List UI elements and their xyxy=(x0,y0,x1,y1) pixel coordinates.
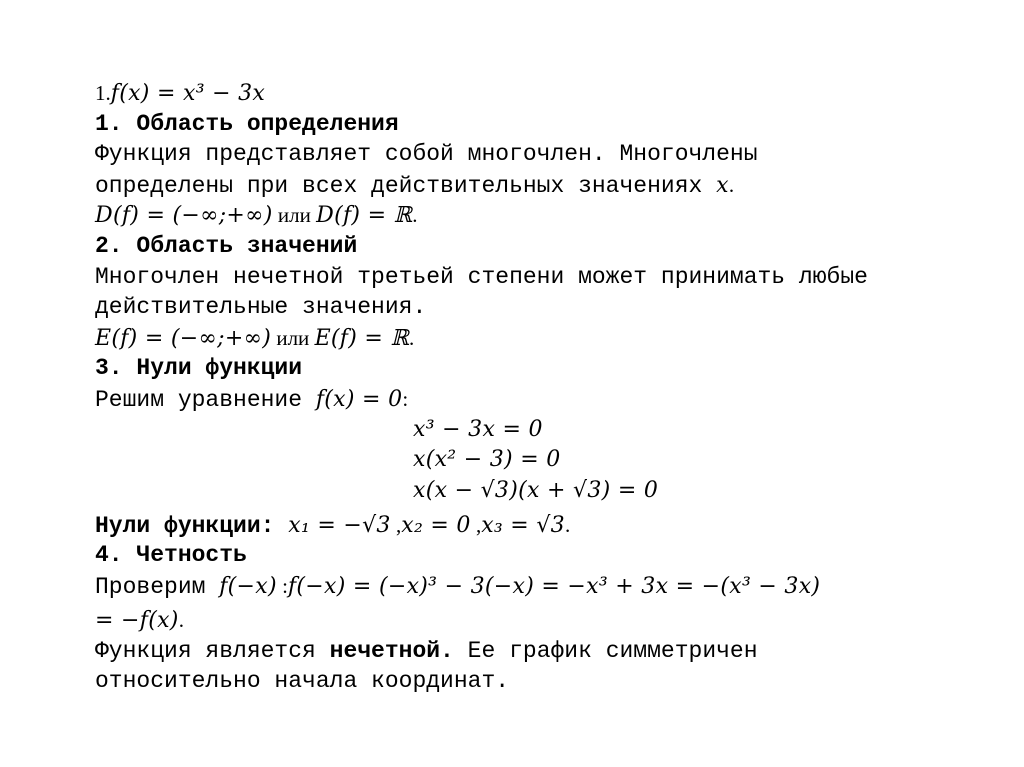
text-line xyxy=(95,510,995,541)
math-expression: D(f) = (−∞;+∞) xyxy=(95,203,273,229)
math-expression: E(f) = (−∞;+∞) xyxy=(95,325,272,351)
document-body xyxy=(95,78,995,697)
text-line: Функция представляет собой многочлен. Многочлены xyxy=(95,141,758,168)
section-heading: 3. Нули функции xyxy=(95,355,303,382)
text-span: нечетной. xyxy=(329,637,454,664)
section-heading: 4. Четность xyxy=(95,542,247,569)
math-expression: D(f) = ℝ xyxy=(316,203,413,229)
text-line xyxy=(95,323,995,354)
text-span: . xyxy=(564,512,571,537)
math-expression: x(x − √3)(x + √3) = 0 xyxy=(413,477,659,503)
text-span: Функция является xyxy=(95,637,330,664)
section-heading: 2. Область значений xyxy=(95,232,358,259)
equation-line xyxy=(95,476,995,510)
text-span: : xyxy=(276,573,288,598)
math-expression: x(x² − 3) = 0 xyxy=(413,447,561,473)
text-line xyxy=(95,170,995,201)
text-line: действительные значения. xyxy=(95,294,427,321)
text-line: Многочлен нечетной третьей степени может принимать любые xyxy=(95,263,868,290)
text-span: Проверим xyxy=(95,573,220,600)
text-span: . xyxy=(409,325,415,350)
text-line xyxy=(95,605,995,636)
text-line xyxy=(95,636,995,667)
text-span: или xyxy=(272,203,317,228)
math-expression: f(x) = x³ − 3x xyxy=(110,81,266,106)
text-line xyxy=(95,384,995,415)
text-span: . xyxy=(728,172,735,197)
text-span: Решим уравнение xyxy=(95,386,316,413)
text-span: : xyxy=(402,386,409,411)
text-span: . xyxy=(178,607,184,632)
centered-equation xyxy=(413,478,658,504)
math-expression: = −f(x) xyxy=(95,607,179,633)
math-expression: x xyxy=(716,172,729,198)
math-expression: E(f) = ℝ xyxy=(314,325,410,351)
math-expression: f(−x) xyxy=(219,573,277,599)
math-expression: f(−x) = (−x)³ − 3(−x) = −x³ + 3x = −(x³ − 3x) xyxy=(287,573,821,599)
math-expression: x₃ = √3 xyxy=(481,512,565,538)
text-span: , xyxy=(470,512,482,537)
math-expression: f(x) = 0 xyxy=(315,386,403,412)
text-span: , xyxy=(390,512,402,537)
math-expression: x₁ = −√3 xyxy=(288,512,391,538)
text-span: . xyxy=(412,203,418,228)
text-line xyxy=(95,78,995,109)
math-expression: x³ − 3x = 0 xyxy=(413,416,543,442)
text-span: Нули функции: xyxy=(95,512,289,539)
text-span: 1. xyxy=(95,81,111,105)
text-span: или xyxy=(271,325,315,350)
text-line xyxy=(95,571,995,605)
math-expression: x₂ = 0 xyxy=(401,512,471,538)
text-line: относительно начала координат. xyxy=(95,668,510,695)
section-heading: 1. Область определения xyxy=(95,110,399,137)
text-span: определены при всех действительных значениях xyxy=(95,172,717,199)
equation-line xyxy=(95,415,995,446)
centered-equation xyxy=(413,447,561,473)
text-line xyxy=(95,200,995,231)
text-span: Ее график симметричен xyxy=(453,637,758,664)
equation-line xyxy=(95,445,995,476)
centered-equation xyxy=(413,417,543,443)
